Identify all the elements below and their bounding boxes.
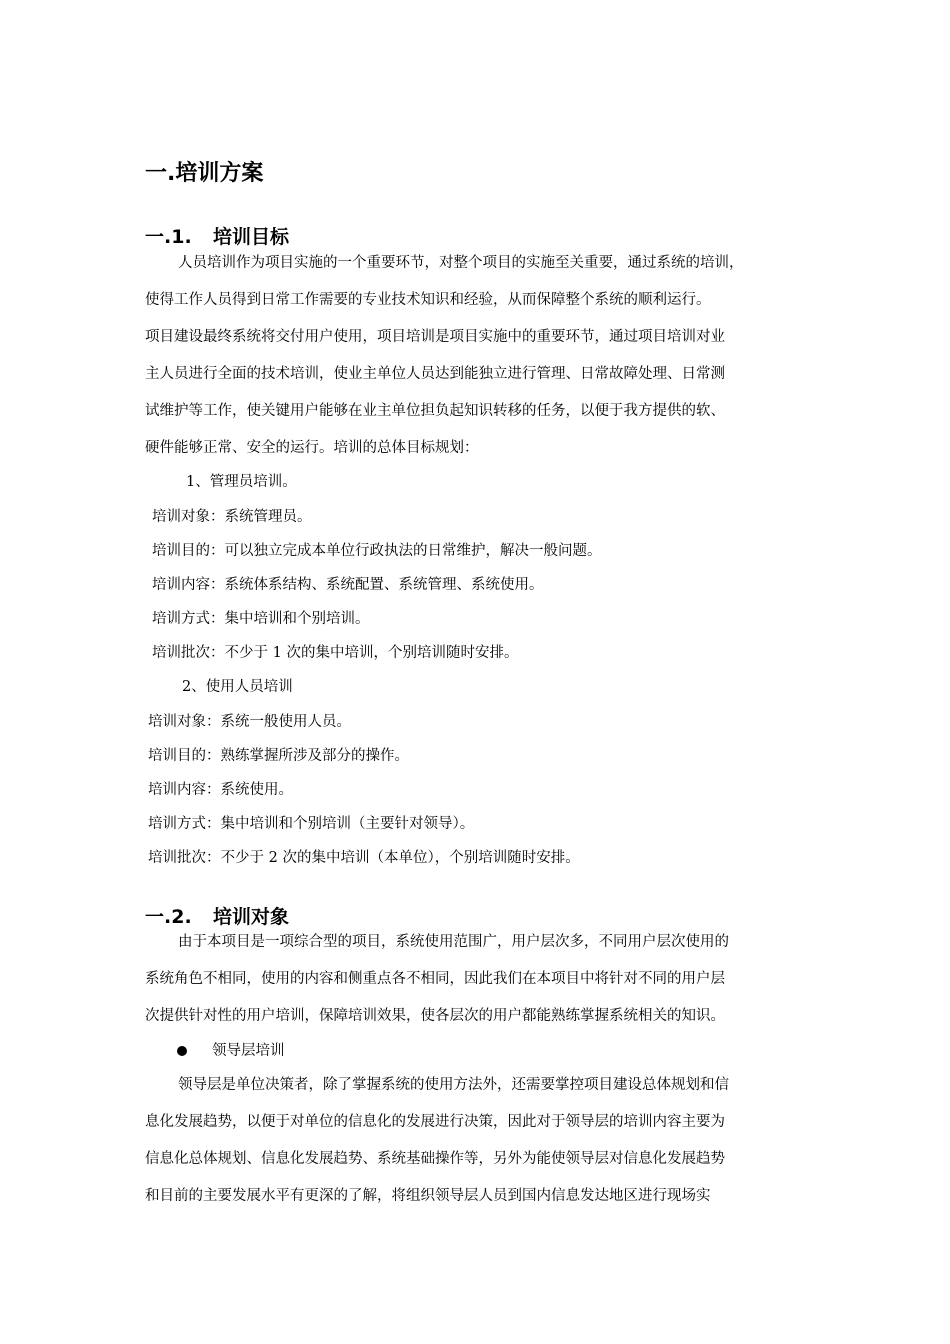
- document-title: 一.培训方案: [145, 161, 264, 186]
- paragraph-line: 使得工作人员得到日常工作需要的专业技术知识和经验，从而保障整个系统的顺利运行。: [145, 292, 711, 308]
- list-item: 培训目的：熟练掌握所涉及部分的操作。: [148, 748, 409, 764]
- list-item: 培训内容：系统使用。: [148, 782, 293, 798]
- section-heading-training-targets: [145, 903, 289, 931]
- paragraph-line: 信息化总体规划、信息化发展趋势、系统基础操作等，另外为能使领导层对信息化发展趋势: [145, 1151, 725, 1167]
- section-number: 一.2.: [145, 906, 192, 928]
- paragraph-line: 息化发展趋势，以便于对单位的信息化的发展进行决策，因此对于领导层的培训内容主要为: [145, 1114, 725, 1130]
- paragraph-line: 试维护等工作，使关键用户能够在业主单位担负起知识转移的任务，以便于我方提供的软、: [145, 403, 725, 419]
- paragraph-line: 项目建设最终系统将交付用户使用，项目培训是项目实施中的重要环节，通过项目培训对业: [145, 329, 725, 345]
- group-heading-user-training: 2、使用人员培训: [182, 679, 293, 695]
- section-title: 培训对象: [213, 906, 290, 928]
- paragraph-line: 主人员进行全面的技术培训，使业主单位人员达到能独立进行管理、日常故障处理、日常测: [145, 366, 725, 382]
- bullet-icon: [177, 1046, 187, 1056]
- list-item: 培训对象：系统一般使用人员。: [148, 714, 351, 730]
- paragraph-line: 硬件能够正常、安全的运行。培训的总体目标规划：: [145, 440, 479, 456]
- list-item: 培训批次：不少于 1 次的集中培训，个别培训随时安排。: [152, 645, 519, 661]
- section-heading-training-goals: [145, 223, 289, 251]
- group-heading-admin-training: 1、管理员培训。: [186, 474, 297, 490]
- section-number: 一.1.: [145, 226, 192, 248]
- list-item: 培训方式：集中培训和个别培训。: [152, 611, 370, 627]
- paragraph-line: 系统角色不相同，使用的内容和侧重点各不相同，因此我们在本项目中将针对不同的用户层: [145, 971, 725, 987]
- paragraph-line: 由于本项目是一项综合型的项目，系统使用范围广，用户层次多，不同用户层次使用的: [178, 934, 729, 950]
- list-item: 培训内容：系统体系结构、系统配置、系统管理、系统使用。: [152, 577, 544, 593]
- list-item: 培训目的：可以独立完成本单位行政执法的日常维护，解决一般问题。: [152, 543, 602, 559]
- list-item: 培训批次：不少于 2 次的集中培训（本单位），个别培训随时安排。: [148, 850, 580, 866]
- list-item: 培训方式：集中培训和个别培训（主要针对领导）。: [148, 816, 475, 832]
- paragraph-line: 次提供针对性的用户培训，保障培训效果，使各层次的用户都能熟练掌握系统相关的知识。: [145, 1008, 725, 1024]
- paragraph-line: 和目前的主要发展水平有更深的了解，将组织领导层人员到国内信息发达地区进行现场实: [145, 1188, 711, 1204]
- list-item: 培训对象：系统管理员。: [152, 509, 312, 525]
- section-title: 培训目标: [213, 226, 290, 248]
- bullet-item-leadership-training: 领导层培训: [212, 1043, 285, 1059]
- paragraph-line: 人员培训作为项目实施的一个重要环节，对整个项目的实施至关重要，通过系统的培训，: [178, 255, 744, 271]
- paragraph-line: 领导层是单位决策者，除了掌握系统的使用方法外，还需要掌控项目建设总体规划和信: [178, 1077, 729, 1093]
